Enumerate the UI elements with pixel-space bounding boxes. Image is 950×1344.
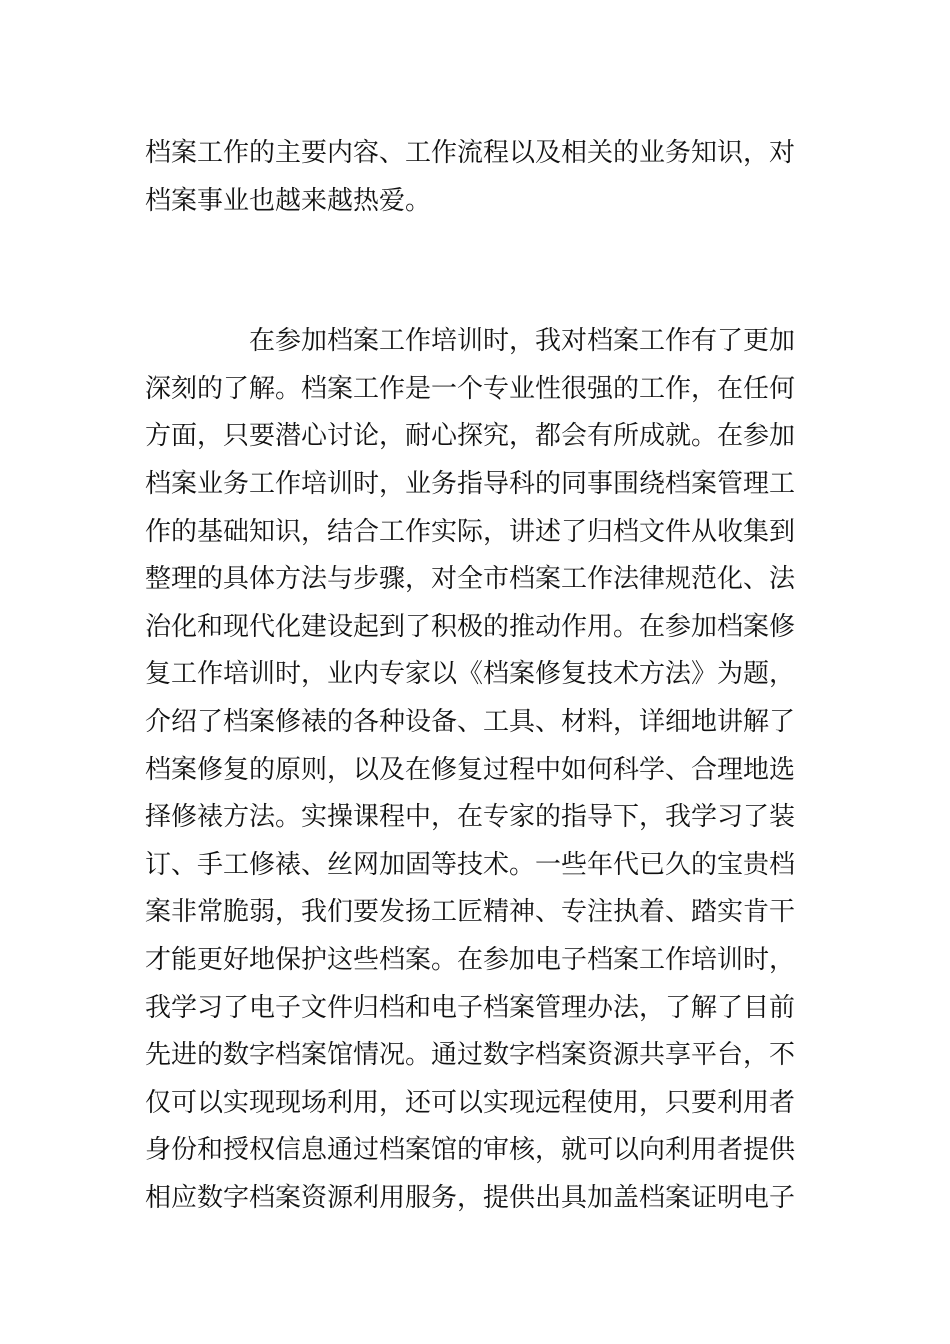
- text-line: 案非常脆弱，我们要发扬工匠精神、专注执着、踏实肯干: [145, 897, 796, 928]
- paragraph-spacing: [145, 225, 825, 318]
- text-line: 相应数字档案资源利用服务，提供出具加盖档案证明电子: [145, 1182, 796, 1213]
- text-line: 作的基础知识，结合工作实际，讲述了归档文件从收集到: [145, 516, 796, 547]
- text-line-first: 在参加档案工作培训时，我对档案工作有了更加: [249, 326, 796, 357]
- paragraph-1: [145, 130, 825, 225]
- text-line: 深刻的了解。档案工作是一个专业性很强的工作，在任何: [145, 373, 796, 404]
- text-line: 方面，只要潜心讨论，耐心探究，都会有所成就。在参加: [145, 421, 796, 452]
- text-line: 治化和现代化建设起到了积极的推动作用。在参加档案修: [145, 611, 796, 642]
- text-line: 档案事业也越来越热爱。: [145, 185, 432, 216]
- text-line: 先进的数字档案馆情况。通过数字档案资源共享平台，不: [145, 1040, 796, 1071]
- text-line: 我学习了电子文件归档和电子档案管理办法，了解了目前: [145, 992, 796, 1023]
- text-line: 订、手工修裱、丝网加固等技术。一些年代已久的宝贵档: [145, 849, 796, 880]
- text-line: 择修裱方法。实操课程中，在专家的指导下，我学习了装: [145, 802, 796, 833]
- paragraph-2: [145, 318, 825, 1222]
- text-line: 身份和授权信息通过档案馆的审核，就可以向利用者提供: [145, 1135, 796, 1166]
- text-line: 才能更好地保护这些档案。在参加电子档案工作培训时，: [145, 944, 796, 975]
- text-line: 仅可以实现现场利用，还可以实现远程使用，只要利用者: [145, 1087, 796, 1118]
- document-body: [145, 130, 825, 1222]
- text-line: 档案修复的原则，以及在修复过程中如何科学、合理地选: [145, 754, 796, 785]
- text-line: 档案工作的主要内容、工作流程以及相关的业务知识，对: [145, 138, 796, 168]
- text-line: 介绍了档案修裱的各种设备、工具、材料，详细地讲解了: [145, 706, 796, 737]
- text-line: 档案业务工作培训时，业务指导科的同事围绕档案管理工: [145, 468, 796, 499]
- text-line: 整理的具体方法与步骤，对全市档案工作法律规范化、法: [145, 564, 796, 595]
- text-line: 复工作培训时，业内专家以《档案修复技术方法》为题，: [145, 659, 796, 690]
